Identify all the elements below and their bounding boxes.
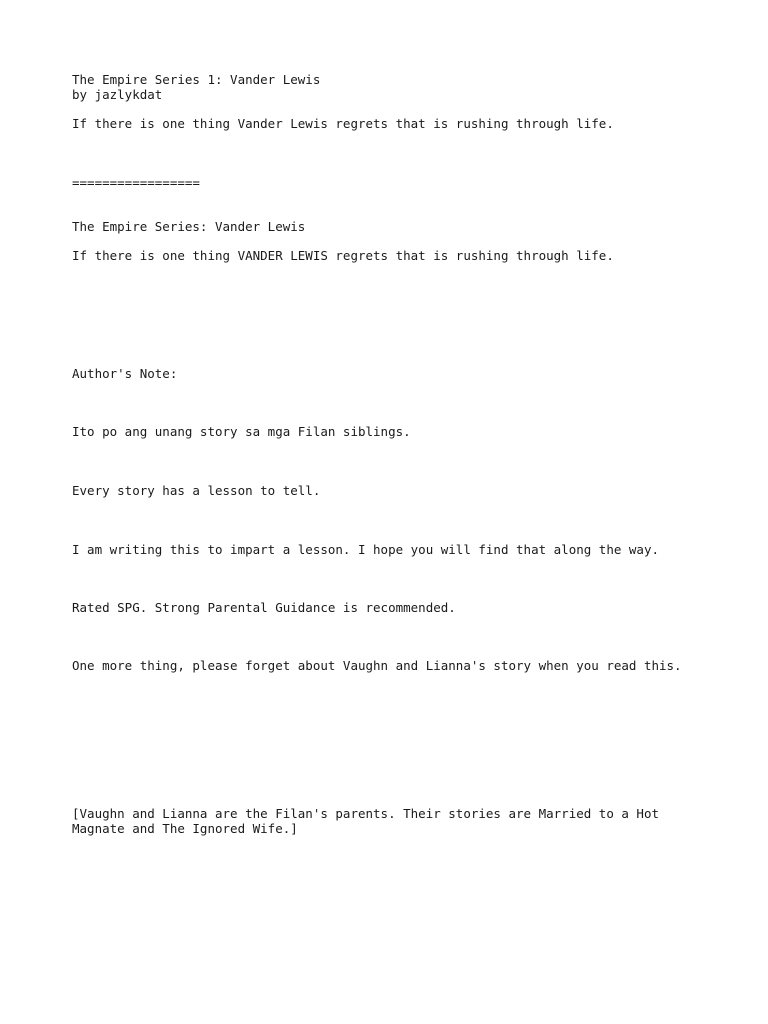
document-title: The Empire Series 1: Vander Lewis xyxy=(72,72,321,87)
separator-line: ================= xyxy=(72,175,200,190)
note-paragraph: Every story has a lesson to tell. xyxy=(72,483,321,498)
note-paragraph: Rated SPG. Strong Parental Guidance is recommended. xyxy=(72,600,456,615)
summary-text: If there is one thing Vander Lewis regrets that is rushing through life. xyxy=(72,116,614,131)
authors-note-heading: Author's Note: xyxy=(72,366,178,381)
author-byline: by jazlykdat xyxy=(72,87,163,102)
footnote-line: [Vaughn and Lianna are the Filan's parents. Their stories are Married to a Hot xyxy=(72,806,659,821)
note-paragraph: One more thing, please forget about Vaughn and Lianna's story when you read this. xyxy=(72,658,682,673)
note-paragraph: Ito po ang unang story sa mga Filan siblings. xyxy=(72,424,411,439)
note-paragraph: I am writing this to impart a lesson. I hope you will find that along the way. xyxy=(72,542,659,557)
section-summary: If there is one thing VANDER LEWIS regrets that is rushing through life. xyxy=(72,248,614,263)
footnote-line: Magnate and The Ignored Wife.] xyxy=(72,821,298,836)
section-title: The Empire Series: Vander Lewis xyxy=(72,219,306,234)
